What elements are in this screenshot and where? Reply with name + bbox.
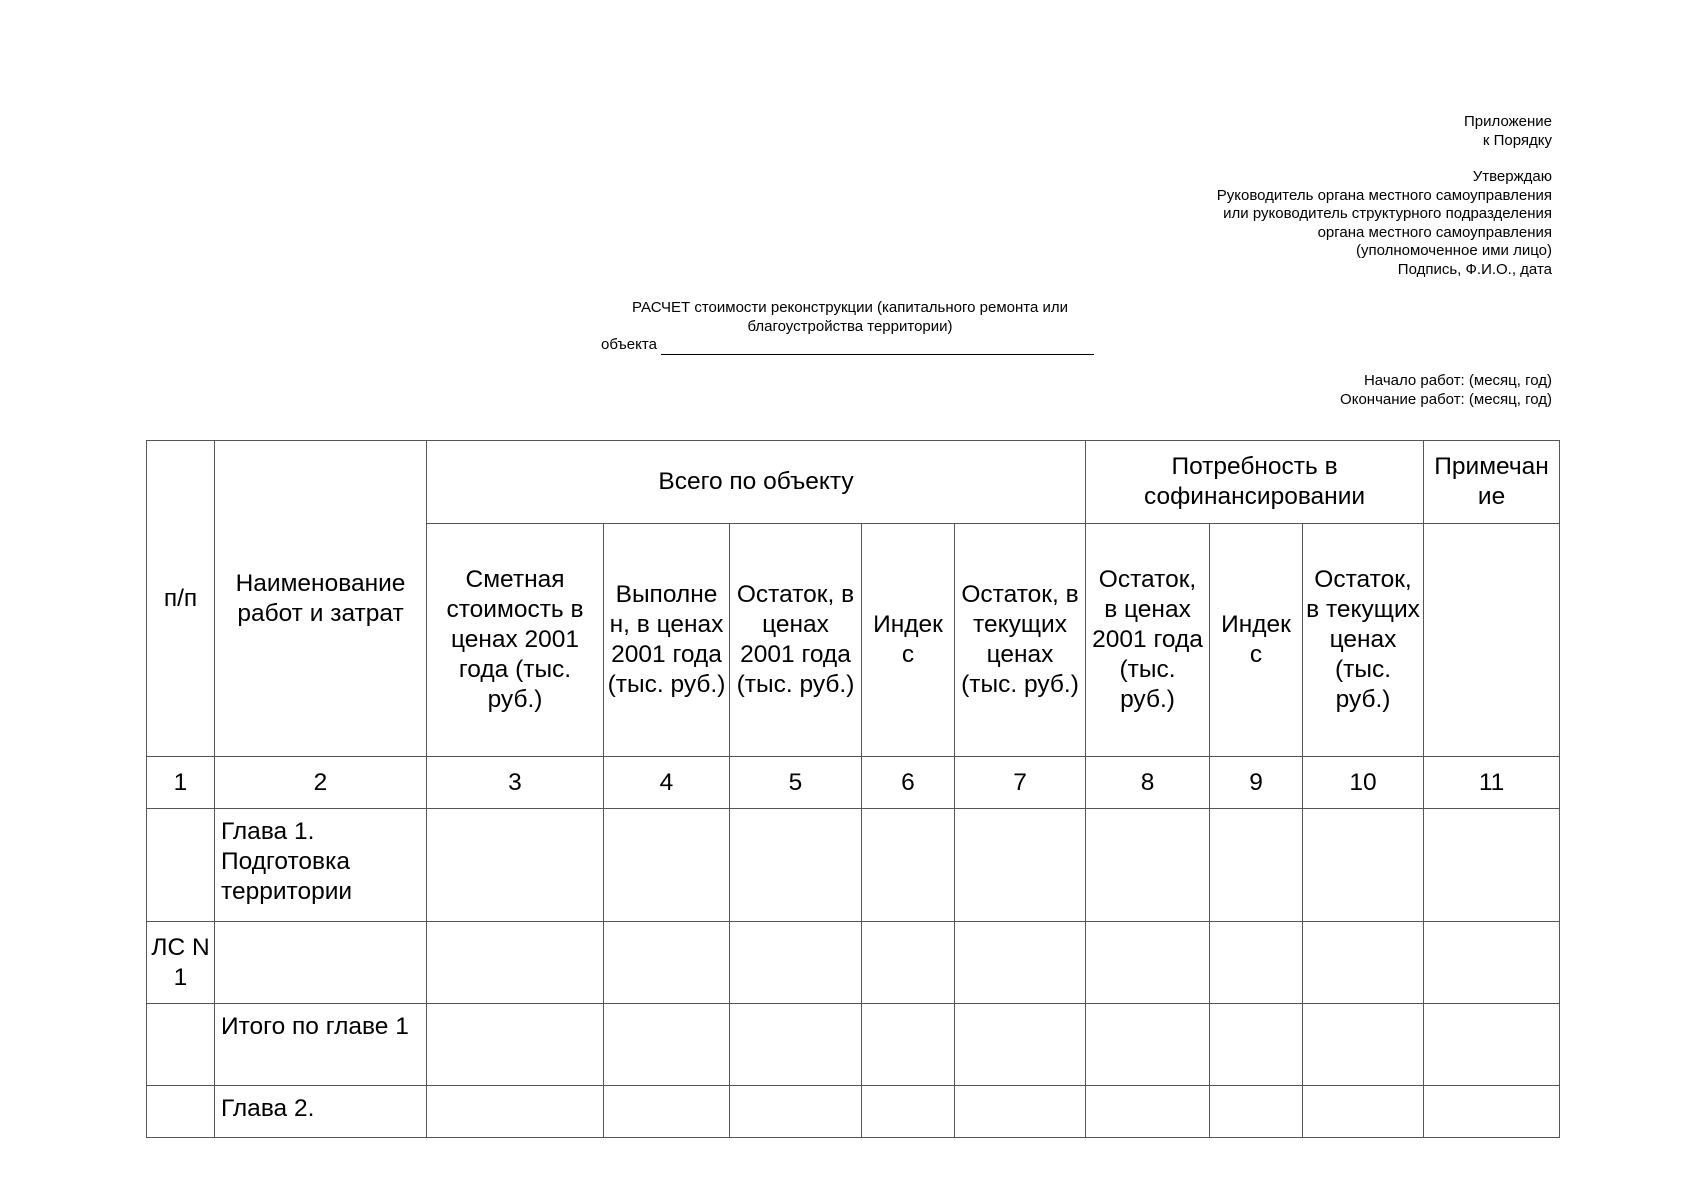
table-cell[interactable] xyxy=(1086,809,1210,922)
table-cell[interactable] xyxy=(1424,1004,1560,1086)
table-cell[interactable] xyxy=(427,809,604,922)
table-cell[interactable] xyxy=(862,1004,955,1086)
start-date: Начало работ: (месяц, год) xyxy=(1363,372,1552,389)
table-cell[interactable] xyxy=(1086,1004,1210,1086)
table-cell[interactable] xyxy=(862,1086,955,1138)
table-cell[interactable] xyxy=(1303,809,1424,922)
header-name: Наименование работ и затрат xyxy=(215,441,427,757)
title-line-2: благоустройства территории) xyxy=(747,317,953,335)
row-name: Глава 1. Подготовка территории xyxy=(215,809,427,922)
row-pp xyxy=(147,809,215,922)
table-cell[interactable] xyxy=(955,1086,1086,1138)
object-name-blank[interactable] xyxy=(661,338,1094,355)
table-cell[interactable] xyxy=(604,1086,730,1138)
table-cell[interactable] xyxy=(730,1086,862,1138)
appendix-note xyxy=(1464,113,1552,150)
row-name: Итого по главе 1 xyxy=(215,1004,427,1086)
table-cell[interactable] xyxy=(862,922,955,1004)
header-col8: Остаток, в ценах 2001 года (тыс. руб.) xyxy=(1086,524,1210,757)
col-number: 4 xyxy=(604,757,730,809)
header-pp: п/п xyxy=(147,441,215,757)
title-line-1: РАСЧЕТ стоимости реконструкции (капитального ремонта или xyxy=(632,299,1068,316)
approval-line-1: Утверждаю xyxy=(1472,168,1552,185)
approval-block xyxy=(1217,168,1552,279)
approval-line-3: или руководитель структурного подразделения xyxy=(1223,205,1552,222)
header-col7: Остаток, в текущих ценах (тыс. руб.) xyxy=(955,524,1086,757)
header-total-group: Всего по объекту xyxy=(427,441,1086,524)
row-name xyxy=(215,922,427,1004)
table-cell[interactable] xyxy=(1210,922,1303,1004)
table-cell[interactable] xyxy=(1303,1086,1424,1138)
table-cell[interactable] xyxy=(1303,922,1424,1004)
col-number: 3 xyxy=(427,757,604,809)
table-cell[interactable] xyxy=(1424,922,1560,1004)
col-number: 2 xyxy=(215,757,427,809)
col-number: 6 xyxy=(862,757,955,809)
document-title xyxy=(600,299,1100,336)
header-cofinancing-group: Потребность в софинансировании xyxy=(1086,441,1424,524)
table-cell[interactable] xyxy=(1210,1004,1303,1086)
table-row xyxy=(147,922,1560,1004)
work-dates xyxy=(1340,372,1552,409)
col-number: 5 xyxy=(730,757,862,809)
header-row-1 xyxy=(147,441,1560,524)
row-pp xyxy=(147,1086,215,1138)
header-col5: Остаток, в ценах 2001 года (тыс. руб.) xyxy=(730,524,862,757)
table-cell[interactable] xyxy=(955,1004,1086,1086)
table-cell[interactable] xyxy=(427,1086,604,1138)
col-number: 7 xyxy=(955,757,1086,809)
end-date: Окончание работ: (месяц, год) xyxy=(1340,390,1552,408)
table-row xyxy=(147,1086,1560,1138)
column-numbers-row xyxy=(147,757,1560,809)
cost-table xyxy=(146,440,1560,1138)
header-col10: Остаток, в текущих ценах (тыс. руб.) xyxy=(1303,524,1424,757)
approval-line-5: (уполномоченное ими лицо) xyxy=(1355,242,1552,259)
table-cell[interactable] xyxy=(955,809,1086,922)
table-cell[interactable] xyxy=(862,809,955,922)
table-cell[interactable] xyxy=(604,922,730,1004)
table-cell[interactable] xyxy=(1086,1086,1210,1138)
approval-line-6: Подпись, Ф.И.О., дата xyxy=(1397,260,1552,278)
col-number: 1 xyxy=(147,757,215,809)
object-line xyxy=(601,336,1094,355)
col-number: 11 xyxy=(1424,757,1560,809)
table-cell[interactable] xyxy=(730,922,862,1004)
header-col9: Индек с xyxy=(1210,524,1303,757)
approval-line-2: Руководитель органа местного самоуправления xyxy=(1216,186,1552,204)
header-col11-empty xyxy=(1424,524,1560,757)
table-cell[interactable] xyxy=(730,809,862,922)
table-cell[interactable] xyxy=(604,1004,730,1086)
table-cell[interactable] xyxy=(1303,1004,1424,1086)
header-col6: Индек с xyxy=(862,524,955,757)
row-name: Глава 2. xyxy=(215,1086,427,1138)
table-cell[interactable] xyxy=(1210,809,1303,922)
row-pp xyxy=(147,1004,215,1086)
appendix-line-2: к Порядку xyxy=(1482,131,1552,149)
col-number: 9 xyxy=(1210,757,1303,809)
table-row xyxy=(147,1004,1560,1086)
approval-line-4: органа местного самоуправления xyxy=(1317,223,1552,241)
col-number: 8 xyxy=(1086,757,1210,809)
table-cell[interactable] xyxy=(427,922,604,1004)
row-pp: ЛС N 1 xyxy=(147,922,215,1004)
header-col4: Выполне н, в ценах 2001 года (тыс. руб.) xyxy=(604,524,730,757)
appendix-line-1: Приложение xyxy=(1464,113,1552,130)
table-cell[interactable] xyxy=(427,1004,604,1086)
table-cell[interactable] xyxy=(1086,922,1210,1004)
table-cell[interactable] xyxy=(1210,1086,1303,1138)
col-number: 10 xyxy=(1303,757,1424,809)
header-col3: Сметная стоимость в ценах 2001 года (тыс. руб.) xyxy=(427,524,604,757)
table-cell[interactable] xyxy=(1424,1086,1560,1138)
table-cell[interactable] xyxy=(1424,809,1560,922)
table-row xyxy=(147,809,1560,922)
object-label: объекта xyxy=(601,336,657,353)
table-cell[interactable] xyxy=(604,809,730,922)
header-note: Примечан ие xyxy=(1424,441,1560,524)
table-cell[interactable] xyxy=(730,1004,862,1086)
table-cell[interactable] xyxy=(955,922,1086,1004)
